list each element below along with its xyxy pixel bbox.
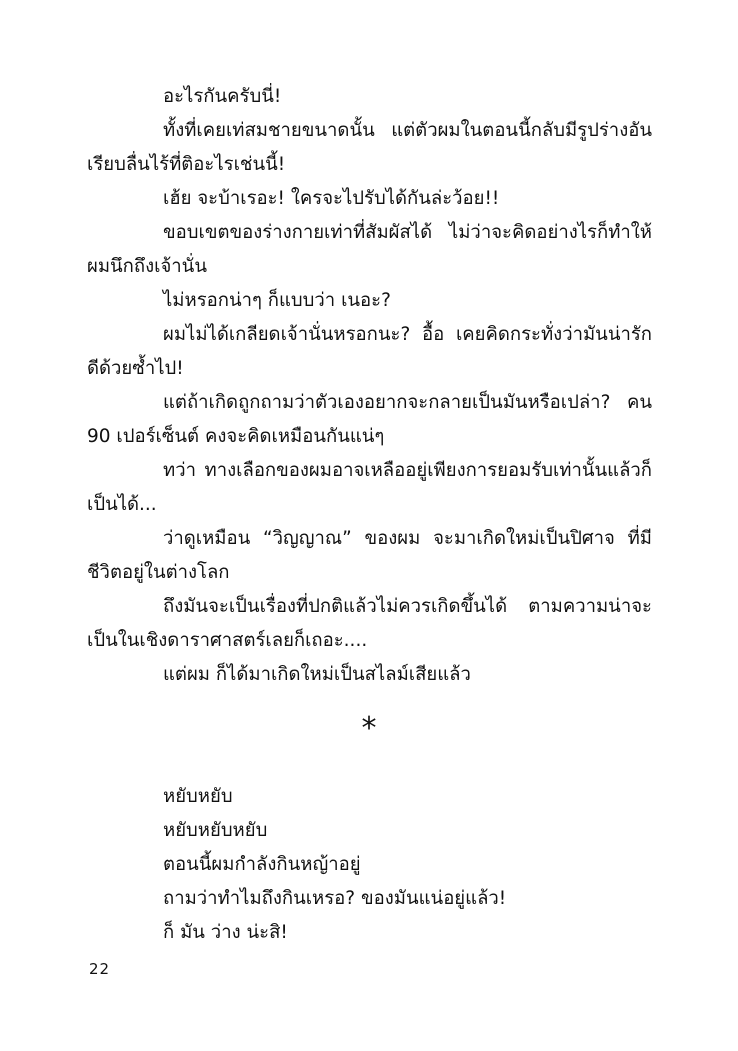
- paragraph: อะไรกันครับนี่!: [163, 86, 282, 107]
- page-number: 22: [89, 960, 111, 978]
- paragraph: ทว่า ทางเลือกของผมอาจเหลืออยู่เพียงการยอมรับเท่านั้นแล้วก็เป็นได้...: [87, 460, 652, 515]
- paragraph: เฮ้ย จะบ้าเรอะ! ใครจะไปรับได้กันล่ะว้อย!!: [163, 188, 500, 209]
- paragraph: หยับหยับ: [163, 786, 233, 807]
- body-text-bottom: [87, 780, 652, 950]
- paragraph: ไม่หรอกน่าๆ ก็แบบว่า เนอะ?: [163, 290, 391, 311]
- paragraph: ตอนนี้ผมกำลังกินหญ้าอยู่: [163, 854, 361, 875]
- paragraph: ว่าดูเหมือน “วิญญาณ” ของผม จะมาเกิดใหม่เป็นปิศาจ ที่มีชีวิตอยู่ในต่างโลก: [87, 528, 652, 583]
- paragraph: หยับหยับหยับ: [163, 820, 268, 841]
- paragraph: ถามว่าทำไมถึงกินเหรอ? ของมันแน่อยู่แล้ว!: [163, 888, 507, 909]
- paragraph: แต่ถ้าเกิดถูกถามว่าตัวเองอยากจะกลายเป็นมันหรือเปล่า? คน 90 เปอร์เซ็นต์ คงจะคิดเหมือนกันแน่ๆ: [87, 392, 652, 447]
- paragraph: แต่ผม ก็ได้มาเกิดใหม่เป็นสไลม์เสียแล้ว: [163, 664, 471, 685]
- body-text-top: [87, 80, 652, 692]
- paragraph: ผมไม่ได้เกลียดเจ้านั่นหรอกนะ? อื้อ เคยคิดกระทั่งว่ามันน่ารักดีด้วยซ้ำไป!: [87, 324, 652, 379]
- paragraph: ขอบเขตของร่างกายเท่าที่สัมผัสได้ ไม่ว่าจะคิดอย่างไรก็ทำให้ผมนึกถึงเจ้านั่น: [87, 222, 652, 277]
- paragraph: ถึงมันจะเป็นเรื่องที่ปกติแล้วไม่ควรเกิดขึ้นได้ ตามความน่าจะเป็นในเชิงดาราศาสตร์เลยก็เถอะ....: [87, 596, 652, 651]
- scene-separator: *: [361, 711, 377, 746]
- paragraph: ก็ มัน ว่าง น่ะสิ!: [163, 922, 288, 943]
- paragraph: ทั้งที่เคยเท่สมชายขนาดนั้น แต่ตัวผมในตอนนี้กลับมีรูปร่างอันเรียบลื่นไร้ที่ติอะไรเช่นนี้!: [87, 120, 652, 175]
